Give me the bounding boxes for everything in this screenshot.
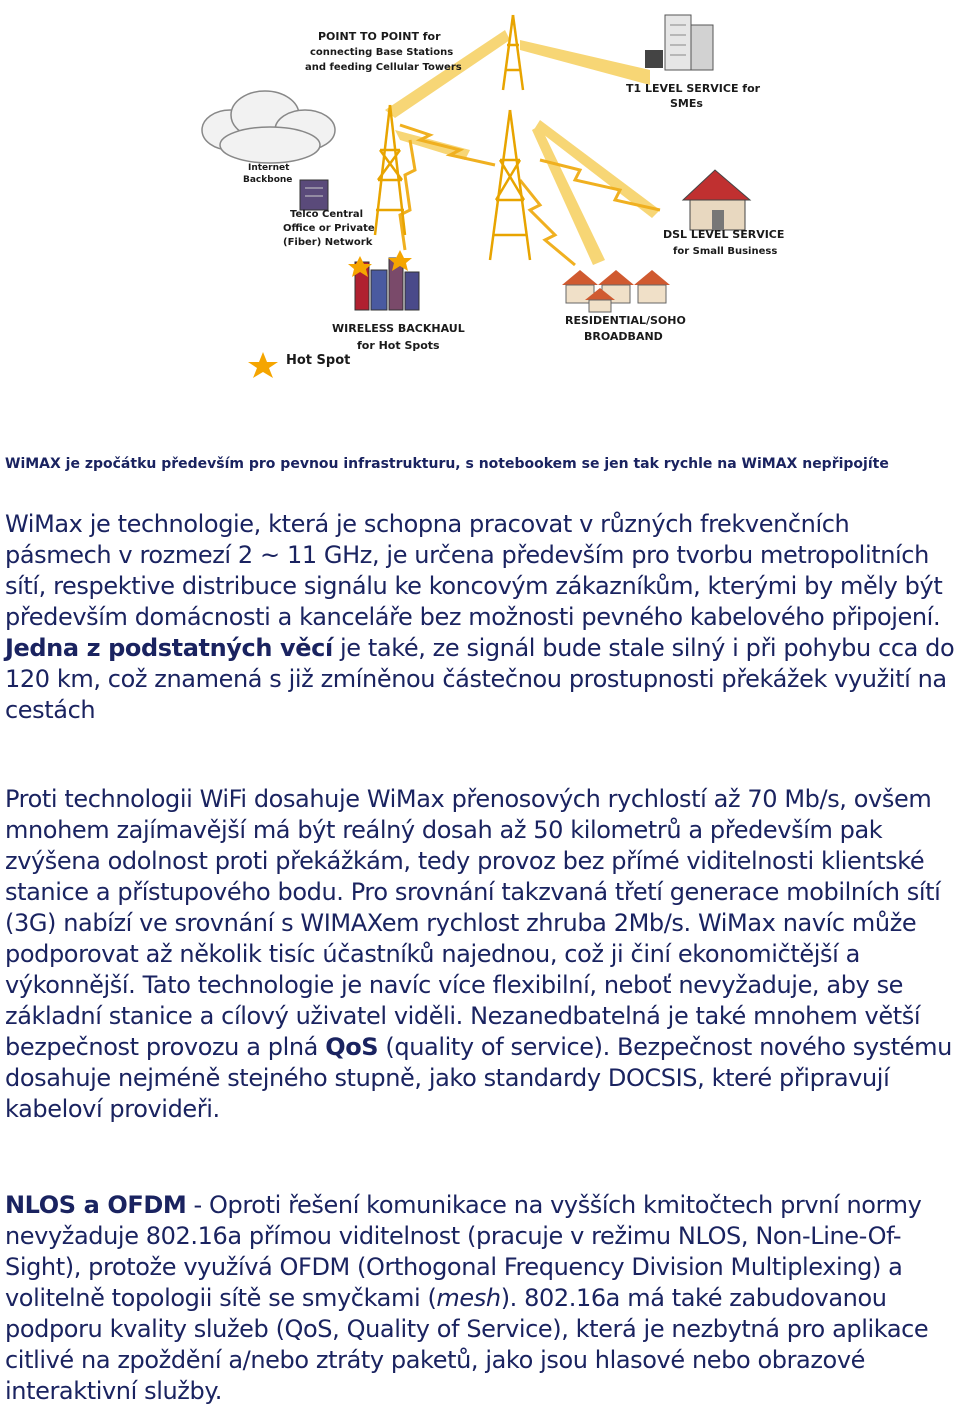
residential-label-2: BROADBAND — [584, 330, 663, 343]
link-to-backhaul — [400, 140, 415, 250]
p3-bold-heading: NLOS a OFDM — [5, 1191, 187, 1219]
p2-text-2: (quality of service). Bezpečnost nového systému dosahuje nejméně stejného stupně, jako standardy DOCSIS, které připravují kabeloví provideři. — [5, 1033, 952, 1123]
p1-bold-1: Jedna z podstatných věcí — [5, 634, 333, 662]
p3-text-1: - Oproti řešení komunikace na vyšších kmitočtech první normy nevyžaduje 802.16a přímou viditelnost (pracuje v režimu NLOS, Non-Line-Of-Sight), protože využívá OFDM (Orthogonal Frequency Division Multiplexing) a volitelně topologii sítě se smyčkami ( — [5, 1191, 922, 1312]
telco-label-2: Office or Private — [283, 223, 375, 234]
tower-top — [503, 15, 523, 90]
paragraph-intro — [5, 509, 960, 726]
p1-text-2: je také, ze signál bude stale silný i při pohybu cca do 120 km, což znamená s již zmíněnou částečnou prostupnosti překážek využití na cestách — [5, 634, 955, 724]
telco-building-icon — [300, 180, 328, 210]
hotspot-label: Hot Spot — [286, 353, 351, 368]
residential-label-1: RESIDENTIAL/SOHO — [565, 314, 686, 327]
t1-label-1: T1 LEVEL SERVICE for — [626, 82, 761, 95]
p3-text-2: ). 802.16a má také zabudovanou podporu kvality služeb (QoS, Quality of Service), která je nezbytná pro aplikace citlivé na zpoždění a/nebo ztráty paketů, jako jsou hlasové nebo obrazové interaktivní služby. — [5, 1284, 929, 1405]
paragraph-nlos-ofdm — [5, 1190, 960, 1407]
p2p-label-3: and feeding Cellular Towers — [305, 62, 462, 73]
dsl-label-1: DSL LEVEL SERVICE — [663, 228, 785, 241]
lightning-links — [400, 125, 660, 265]
paragraph-comparison — [5, 784, 960, 1125]
beam-to-t1 — [520, 40, 650, 85]
image-caption: WiMAX je zpočátku především pro pevnou infrastrukturu, s notebookem se jen tak rychle na WiMAX nepřipojíte — [5, 456, 889, 472]
backbone-label-1: Internet — [248, 163, 290, 173]
p3-italic-mesh: mesh — [436, 1284, 501, 1312]
t1-label-2: SMEs — [670, 97, 703, 110]
residential-houses-icon — [562, 270, 670, 312]
backhaul-label-1: WIRELESS BACKHAUL — [332, 322, 465, 335]
p2-bold-qos: QoS — [325, 1033, 379, 1061]
telco-label-1: Telco Central — [290, 209, 364, 220]
dsl-house-icon — [683, 170, 750, 230]
wimax-network-diagram — [0, 0, 960, 400]
hotspot-city-icon — [348, 250, 419, 310]
p2p-label-1: POINT TO POINT for — [318, 30, 441, 43]
beam-p2p — [385, 30, 510, 118]
p2-text-1: Proti technologii WiFi dosahuje WiMax přenosových rychlostí až 70 Mb/s, ovšem mnohem zajímavější má být reálný dosah až 50 kilometrů a především pak zvýšena odolnost proti překážkám, tedy provoz bez přímé viditelnosti klientské stanice a přístupového bodu. Pro srovnání takzvaná třetí generace mobilních sítí (3G) nabízí ve srovnání s WIMAXem rychlost zhruba 2Mb/s. WiMax navíc může podporovat až několik tisíc účastníků najednou, což ji činí ekonomičtější a výkonnější. Tato technologie je navíc více flexibilní, neboť nevyžaduje, aby se základní stanice a cílový uživatel viděli. Nezanedbatelná je také mnohem větší bezpečnost provozu a plná — [5, 785, 941, 1061]
backhaul-label-2: for Hot Spots — [357, 339, 440, 352]
t1-buildings-icon — [645, 15, 713, 70]
telco-label-3: (Fiber) Network — [283, 237, 373, 248]
internet-cloud — [202, 91, 335, 163]
p2p-label-2: connecting Base Stations — [310, 47, 454, 58]
hot-spot-star-icon — [248, 352, 278, 378]
dsl-label-2: for Small Business — [673, 246, 778, 257]
backbone-label-2: Backbone — [243, 175, 293, 185]
p1-text-1: WiMax je technologie, která je schopna pracovat v různých frekvenčních pásmech v rozmezí 2 ~ 11 GHz, je určena především pro tvorbu metropolitních sítí, respektive distribuce signálu ke koncovým zákazníkům, kterými by měly být především domácnosti a kanceláře bez možnosti pevného kabelového připojení. — [5, 510, 943, 631]
